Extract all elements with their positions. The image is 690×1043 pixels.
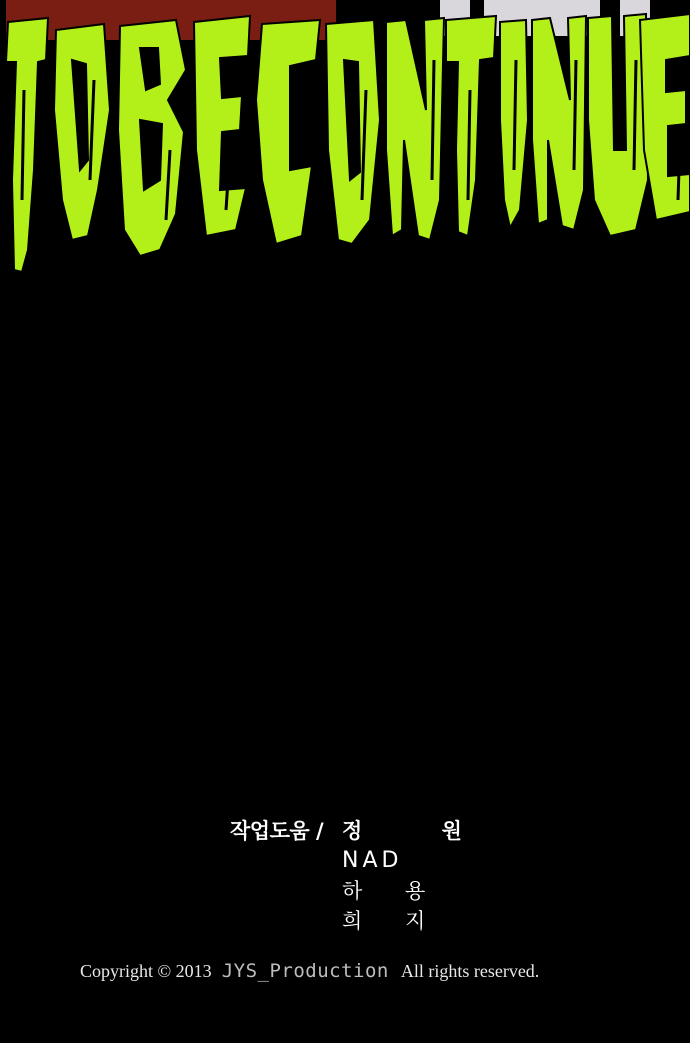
credit-row — [230, 816, 498, 846]
credits-block — [230, 816, 498, 936]
copyright-suffix: All rights reserved. — [400, 961, 540, 981]
credit-name: NAD — [342, 848, 403, 873]
credit-name: 하 용 — [342, 879, 444, 903]
credit-name: 희 지 — [342, 909, 444, 933]
copyright-notice — [80, 956, 620, 986]
credit-row — [230, 906, 444, 936]
credit-row — [230, 846, 430, 876]
copyright-prefix: Copyright © 2013 — [80, 961, 212, 981]
credit-row — [230, 876, 444, 906]
to-be-continued-banner — [0, 0, 690, 280]
credit-name: 정 원 — [342, 819, 498, 843]
dripping-letters — [6, 14, 690, 272]
credits-label: 작업도움 / — [230, 819, 324, 843]
to-be-continued-artwork — [0, 0, 690, 280]
copyright-brand: JYS_Production — [221, 960, 389, 982]
